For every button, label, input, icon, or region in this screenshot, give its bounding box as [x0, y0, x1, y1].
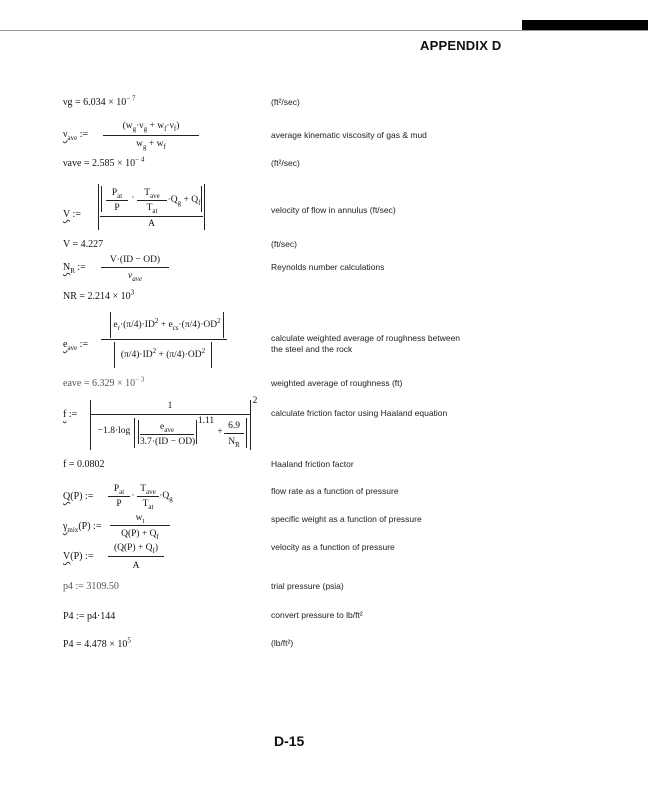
- roughness-exponent: − 3: [135, 375, 145, 384]
- desc-haaland: Haaland friction factor: [271, 459, 354, 469]
- equation-convert-pressure: P4 := p4·144: [63, 611, 116, 622]
- desc-specific-weight: specific weight as a function of pressure: [271, 514, 422, 524]
- reynolds-exponent: 3: [130, 288, 135, 297]
- nu-ave-exponent: − 4: [135, 155, 145, 164]
- desc-convert-pressure: convert pressure to lb/ft²: [271, 610, 363, 620]
- equation-roughness-value: [63, 375, 145, 389]
- desc-units-1: (ft²/sec): [271, 97, 300, 107]
- equation-nu-ave-value: [63, 155, 145, 169]
- desc-velocity: velocity of flow in annulus (ft/sec): [271, 205, 396, 215]
- header-rule: [0, 30, 648, 31]
- desc-reynolds: Reynolds number calculations: [271, 262, 385, 272]
- equation-friction-value: f = 0.0802: [63, 459, 105, 470]
- desc-units-5: (ft/sec): [271, 239, 297, 249]
- nu-g-exponent: − 7: [126, 94, 136, 103]
- desc-roughness-line2: the steel and the rock: [271, 343, 353, 354]
- desc-velocity-func: velocity as a function of pressure: [271, 542, 395, 552]
- equation-velocity-value: V = 4.227: [63, 239, 104, 250]
- appendix-title: APPENDIX D: [420, 38, 502, 53]
- desc-trial-pressure: trial pressure (psia): [271, 581, 344, 591]
- page-number: D-15: [274, 733, 305, 749]
- header-bar: [522, 20, 648, 30]
- equation-pressure-value: [63, 636, 131, 650]
- nu-ave-value-text: νave = 2.585 × 10: [63, 158, 136, 169]
- desc-roughness-line1: calculate weighted average of roughness between: [271, 333, 461, 343]
- desc-flow-rate: flow rate as a function of pressure: [271, 486, 399, 496]
- desc-roughness-avg: weighted average of roughness (ft): [271, 378, 403, 388]
- reynolds-value-text: NR = 2.214 × 10: [63, 291, 131, 302]
- desc-avg-viscosity: average kinematic viscosity of gas & mud: [271, 130, 427, 140]
- equation-nu-g: [63, 94, 136, 108]
- desc-units-3: (ft²/sec): [271, 158, 300, 168]
- roughness-value-text: eave = 6.329 × 10: [63, 378, 136, 389]
- pressure-exponent: 5: [127, 636, 131, 645]
- desc-friction-calc: calculate friction factor using Haaland equation: [271, 408, 448, 418]
- desc-pressure-units: (lb/ft²): [271, 638, 294, 648]
- equation-reynolds-value: [63, 288, 135, 302]
- equation-trial-pressure: p4 := 3109.50: [63, 581, 119, 592]
- nu-g-text: νg = 6.034 × 10: [63, 97, 127, 108]
- pressure-value-text: P4 = 4.478 × 10: [63, 639, 128, 650]
- desc-roughness: [271, 333, 460, 354]
